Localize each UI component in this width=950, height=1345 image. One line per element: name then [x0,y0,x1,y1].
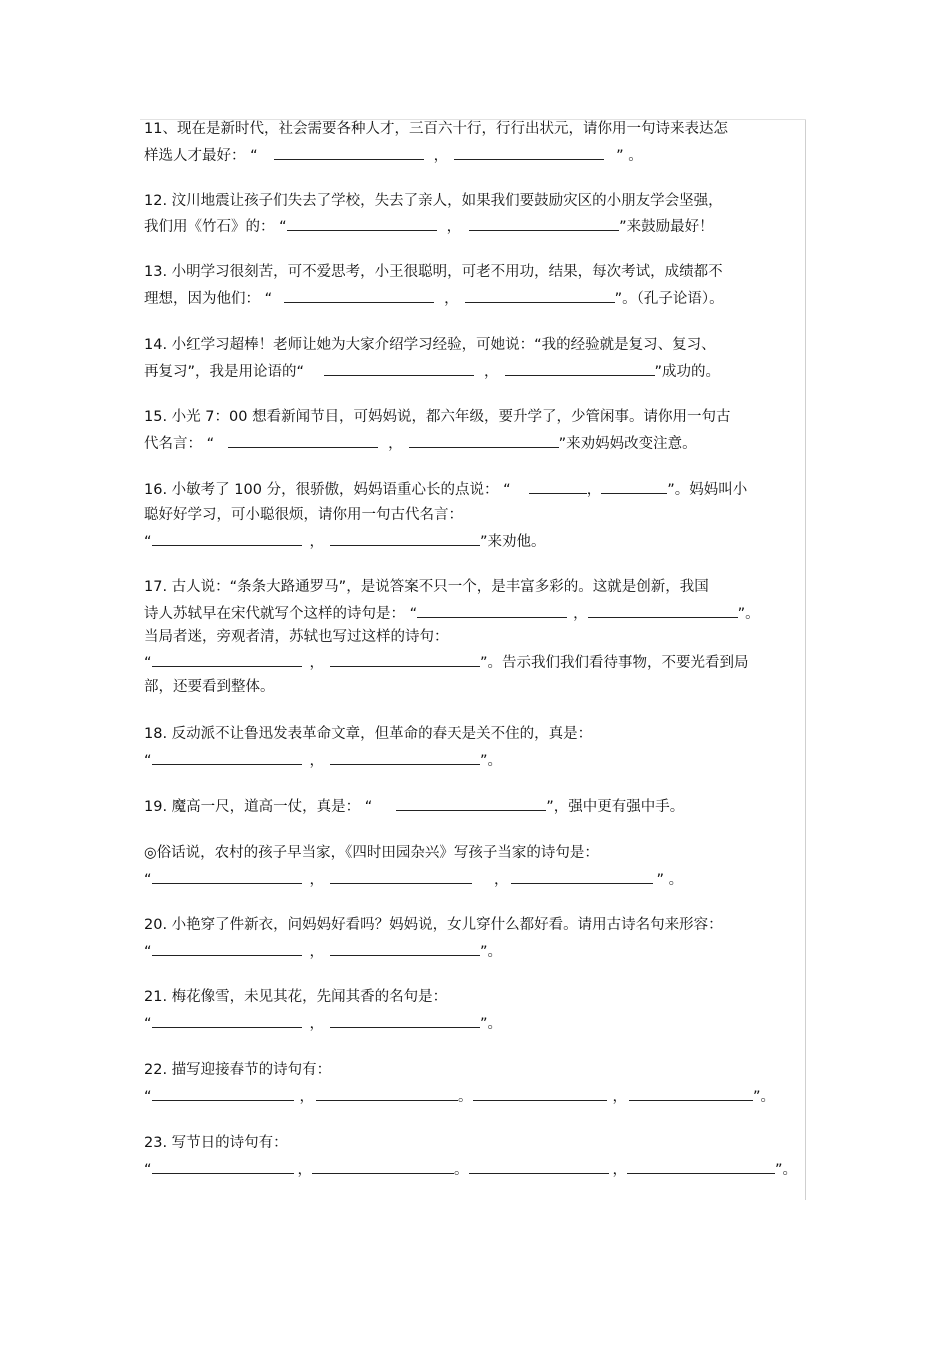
answer-blank[interactable] [627,1159,775,1174]
q18-line1: 18. 反动派不让鲁迅发表革命文章，但革命的春天是关不住的，真是： [144,726,593,742]
q20-line2: “ ， ”。 [144,941,502,962]
answer-blank[interactable] [473,1086,607,1101]
answer-blank[interactable] [588,603,738,618]
q21-line2: “ ， ”。 [144,1013,502,1034]
q16-line2: 聪好好学习，可小聪很烦，请你用一句古代名言： [144,507,463,523]
q15-line1: 15. 小光 7：00 想看新闻节目，可妈妈说，都六年级，要升学了，少管闲事。请你用一句古 [144,409,731,425]
q16-line1: 16. 小敏考了 100 分，很骄傲，妈妈语重心长的点说： “ ， ”。妈妈叫小 [144,479,747,500]
answer-blank[interactable] [152,869,302,884]
q20-line1: 20. 小艳穿了件新衣，问妈妈好看吗？妈妈说，女儿穿什么都好看。请用古诗名句来形容： [144,917,723,933]
answer-blank[interactable] [330,652,480,667]
answer-blank[interactable] [228,433,378,448]
answer-blank[interactable] [152,531,302,546]
answer-blank[interactable] [469,1159,609,1174]
answer-blank[interactable] [469,216,619,231]
answer-blank[interactable] [152,652,302,667]
answer-blank[interactable] [505,361,655,376]
q22-line1: 22. 描写迎接春节的诗句有： [144,1062,332,1078]
q11-line2: 样选人才最好： “ ， ” 。 [144,145,643,166]
answer-blank[interactable] [152,1013,302,1028]
q17-line3: 当局者迷，旁观者清，苏轼也写过这样的诗句： [144,629,449,645]
answer-blank[interactable] [629,1086,753,1101]
q13-line1: 13. 小明学习很刻苦，可不爱思考，小王很聪明，可老不用功，结果，每次考试，成绩都不 [144,264,723,280]
q14-line2: 再复习”，我是用论语的“ ， ”成功的。 [144,361,720,382]
q17-line2: 诗人苏轼早在宋代就写个这样的诗句是： “ ， ”。 [144,603,760,624]
answer-blank[interactable] [409,433,559,448]
page-border-right [805,120,806,1200]
answer-blank[interactable] [330,750,480,765]
q12-line1: 12. 汶川地震让孩子们失去了学校，失去了亲人，如果我们要鼓励灾区的小朋友学会坚强， [144,193,723,209]
answer-blank[interactable] [287,216,437,231]
answer-blank[interactable] [284,288,434,303]
answer-blank[interactable] [152,941,302,956]
q21-line1: 21. 梅花像雪，未见其花，先闻其香的名句是： [144,989,448,1005]
q23-line1: 23. 写节日的诗句有： [144,1135,288,1151]
answer-blank[interactable] [529,479,587,494]
answer-blank[interactable] [601,479,667,494]
q12-line2: 我们用《竹石》的： “ ， ”来鼓励最好！ [144,216,714,237]
answer-blank[interactable] [330,531,480,546]
q19-line1: 19. 魔高一尺，道高一仗，真是： “ ”，强中更有强中手。 [144,796,684,817]
q16-line3: “ ， ”来劝他。 [144,531,546,552]
q13-line2: 理想，因为他们： “ ， ”。（孔子论语）。 [144,288,724,309]
answer-blank[interactable] [152,750,302,765]
answer-blank[interactable] [274,145,424,160]
answer-blank[interactable] [511,869,653,884]
answer-blank[interactable] [152,1159,294,1174]
answer-blank[interactable] [465,288,615,303]
answer-blank[interactable] [454,145,604,160]
answer-blank[interactable] [152,1086,294,1101]
q17-line1: 17. 古人说：“条条大路通罗马”，是说答案不只一个，是丰富多彩的。这就是创新，我国 [144,579,709,595]
q15-line2: 代名言： “ ， ”来劝妈妈改变注意。 [144,433,697,454]
answer-blank[interactable] [330,941,480,956]
qsuhua-line1: ◎俗话说，农村的孩子早当家，《四时田园杂兴》写孩子当家的诗句是： [144,845,599,861]
q14-line1: 14. 小红学习超棒！老师让她为大家介绍学习经验，可她说：“我的经验就是复习、复习、 [144,337,716,353]
q23-line2: “ ， 。 ， ”。 [144,1159,797,1180]
qsuhua-line2: “ ， ， ” 。 [144,869,683,890]
answer-blank[interactable] [396,796,546,811]
answer-blank[interactable] [330,1013,480,1028]
q22-line2: “ ， 。 ， ”。 [144,1086,775,1107]
q11-line1: 11、现在是新时代，社会需要各种人才，三百六十行，行行出状元，请你用一句诗来表达怎 [144,121,728,137]
q18-line2: “ ， ”。 [144,750,502,771]
answer-blank[interactable] [316,1086,458,1101]
answer-blank[interactable] [330,869,472,884]
answer-blank[interactable] [312,1159,454,1174]
answer-blank[interactable] [417,603,567,618]
q17-line4: “ ， ”。告示我们我们看待事物，不要光看到局 [144,652,749,673]
q17-line5: 部，还要看到整体。 [144,679,275,695]
answer-blank[interactable] [324,361,474,376]
